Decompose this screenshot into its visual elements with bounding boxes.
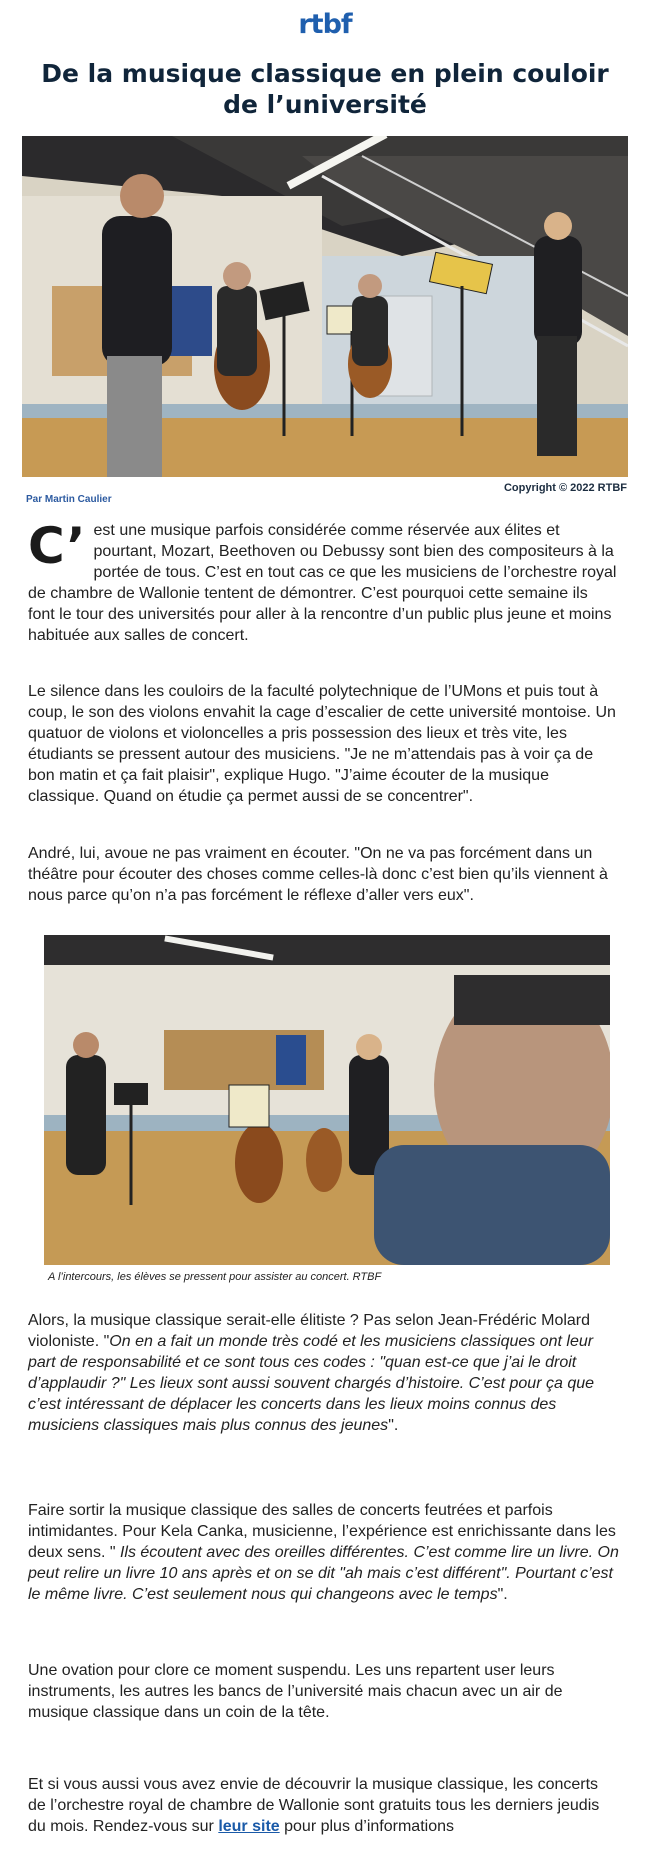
paragraph-5-quote: Ils écoutent avec des oreilles différentes. C’est comme lire un livre. On peut relire un livre 10 ans après et on se dit "ah mais c’est différent". Pourtant c’est le même livre. C’est seulement nous qui changeons avec le temps <box>28 1544 619 1603</box>
paragraph-4-intro: Alors, la musique classique serait-elle élitiste ? Pas selon Jean-Frédéric Molard violoniste. " <box>28 1312 591 1350</box>
photo-copyright: Copyright © 2022 RTBF <box>503 482 627 494</box>
paragraph-7 <box>28 1774 620 1837</box>
svg-text:rtbf: rtbf <box>298 11 352 37</box>
paragraph-4-quote: On en a fait un monde très codé et les musiciens classiques ont leur part de responsabilité et ce sont tous ces codes : "quan est-ce que j’ai le droit d’applaudir ?" Les lieux sont aussi souvent chargés d’histoire. C’est pour ça que c’est intéressant de déplacer les concerts dans les lieux moins connus des musiciens classiques mais plus connus des jeunes <box>28 1333 595 1434</box>
article-headline: De la musique classique en plein couloir de l’université <box>41 59 609 119</box>
paragraph-5-intro: Faire sortir la musique classique des salles de concerts feutrées et parfois intimidantes. Pour Kela Canka, musicienne, l’expérience est enrichissante dans les deux sens. " <box>28 1502 616 1561</box>
drop-cap: C’ <box>28 517 86 575</box>
hero-photo <box>22 136 628 477</box>
paragraph-3: André, lui, avoue ne pas vraiment en écouter. "On ne va pas forcément dans un théâtre pour écouter des choses comme celles-là donc c’est bien qu’ils viennent à nous parce qu’on n’a pas forcément le réflexe d’aller vers eux". <box>28 845 608 904</box>
rtbf-logo-mark <box>273 11 377 37</box>
orchestra-site-link[interactable]: leur site <box>218 1818 280 1835</box>
author-byline[interactable]: Par Martin Caulier <box>26 494 112 505</box>
paragraph-7-end: pour plus d’informations <box>279 1818 454 1835</box>
paragraph-5-close: ". <box>497 1586 508 1603</box>
paragraph-4 <box>28 1310 620 1436</box>
paragraph-5 <box>28 1500 620 1605</box>
lead-text: est une musique parfois considérée comme réservée aux élites et pourtant, Mozart, Beethoven ou Debussy sont bien des compositeurs à la portée de tous. C’est en tout cas ce que les musiciens de l’orchestre royal de chambre de Wallonie tentent de démontrer. C’est pourquoi cette semaine ils font le tour des universités pour aller à la rencontre d’un public plus jeune et moins habituée aux salles de concert. <box>28 522 617 644</box>
paragraph-2: Le silence dans les couloirs de la faculté polytechnique de l’UMons et puis tout à coup, le son des violons envahit la cage d’escalier de cette université montoise. Un quatuor de violons et violoncelles a pris possession des lieux et très vite, les étudiants se pressent autour des musiciens. "Je ne m’attendais pas à voir ça de bon matin et ça fait plaisir", explique Hugo. "J’aime écouter de la musique classique. Quand on étudie ça permet aussi de se concentrer". <box>28 683 616 805</box>
concert-photo <box>44 935 610 1265</box>
paragraph-4-close: ". <box>388 1417 399 1434</box>
photo-caption: A l’intercours, les élèves se pressent pour assister au concert. RTBF <box>48 1271 382 1283</box>
rtbf-logo[interactable] <box>0 11 650 42</box>
lead-paragraph <box>28 517 618 646</box>
paragraph-6: Une ovation pour clore ce moment suspendu. Les uns repartent user leurs instruments, les autres les bancs de l’université mais chacun avec un air de musique classique dans un coin de la tête. <box>28 1662 563 1721</box>
paragraph-7-intro: Et si vous aussi vous avez envie de découvrir la musique classique, les concerts de l’orchestre royal de chambre de Wallonie sont gratuits tous les derniers jeudis du mois. Rendez-vous sur <box>28 1776 600 1835</box>
